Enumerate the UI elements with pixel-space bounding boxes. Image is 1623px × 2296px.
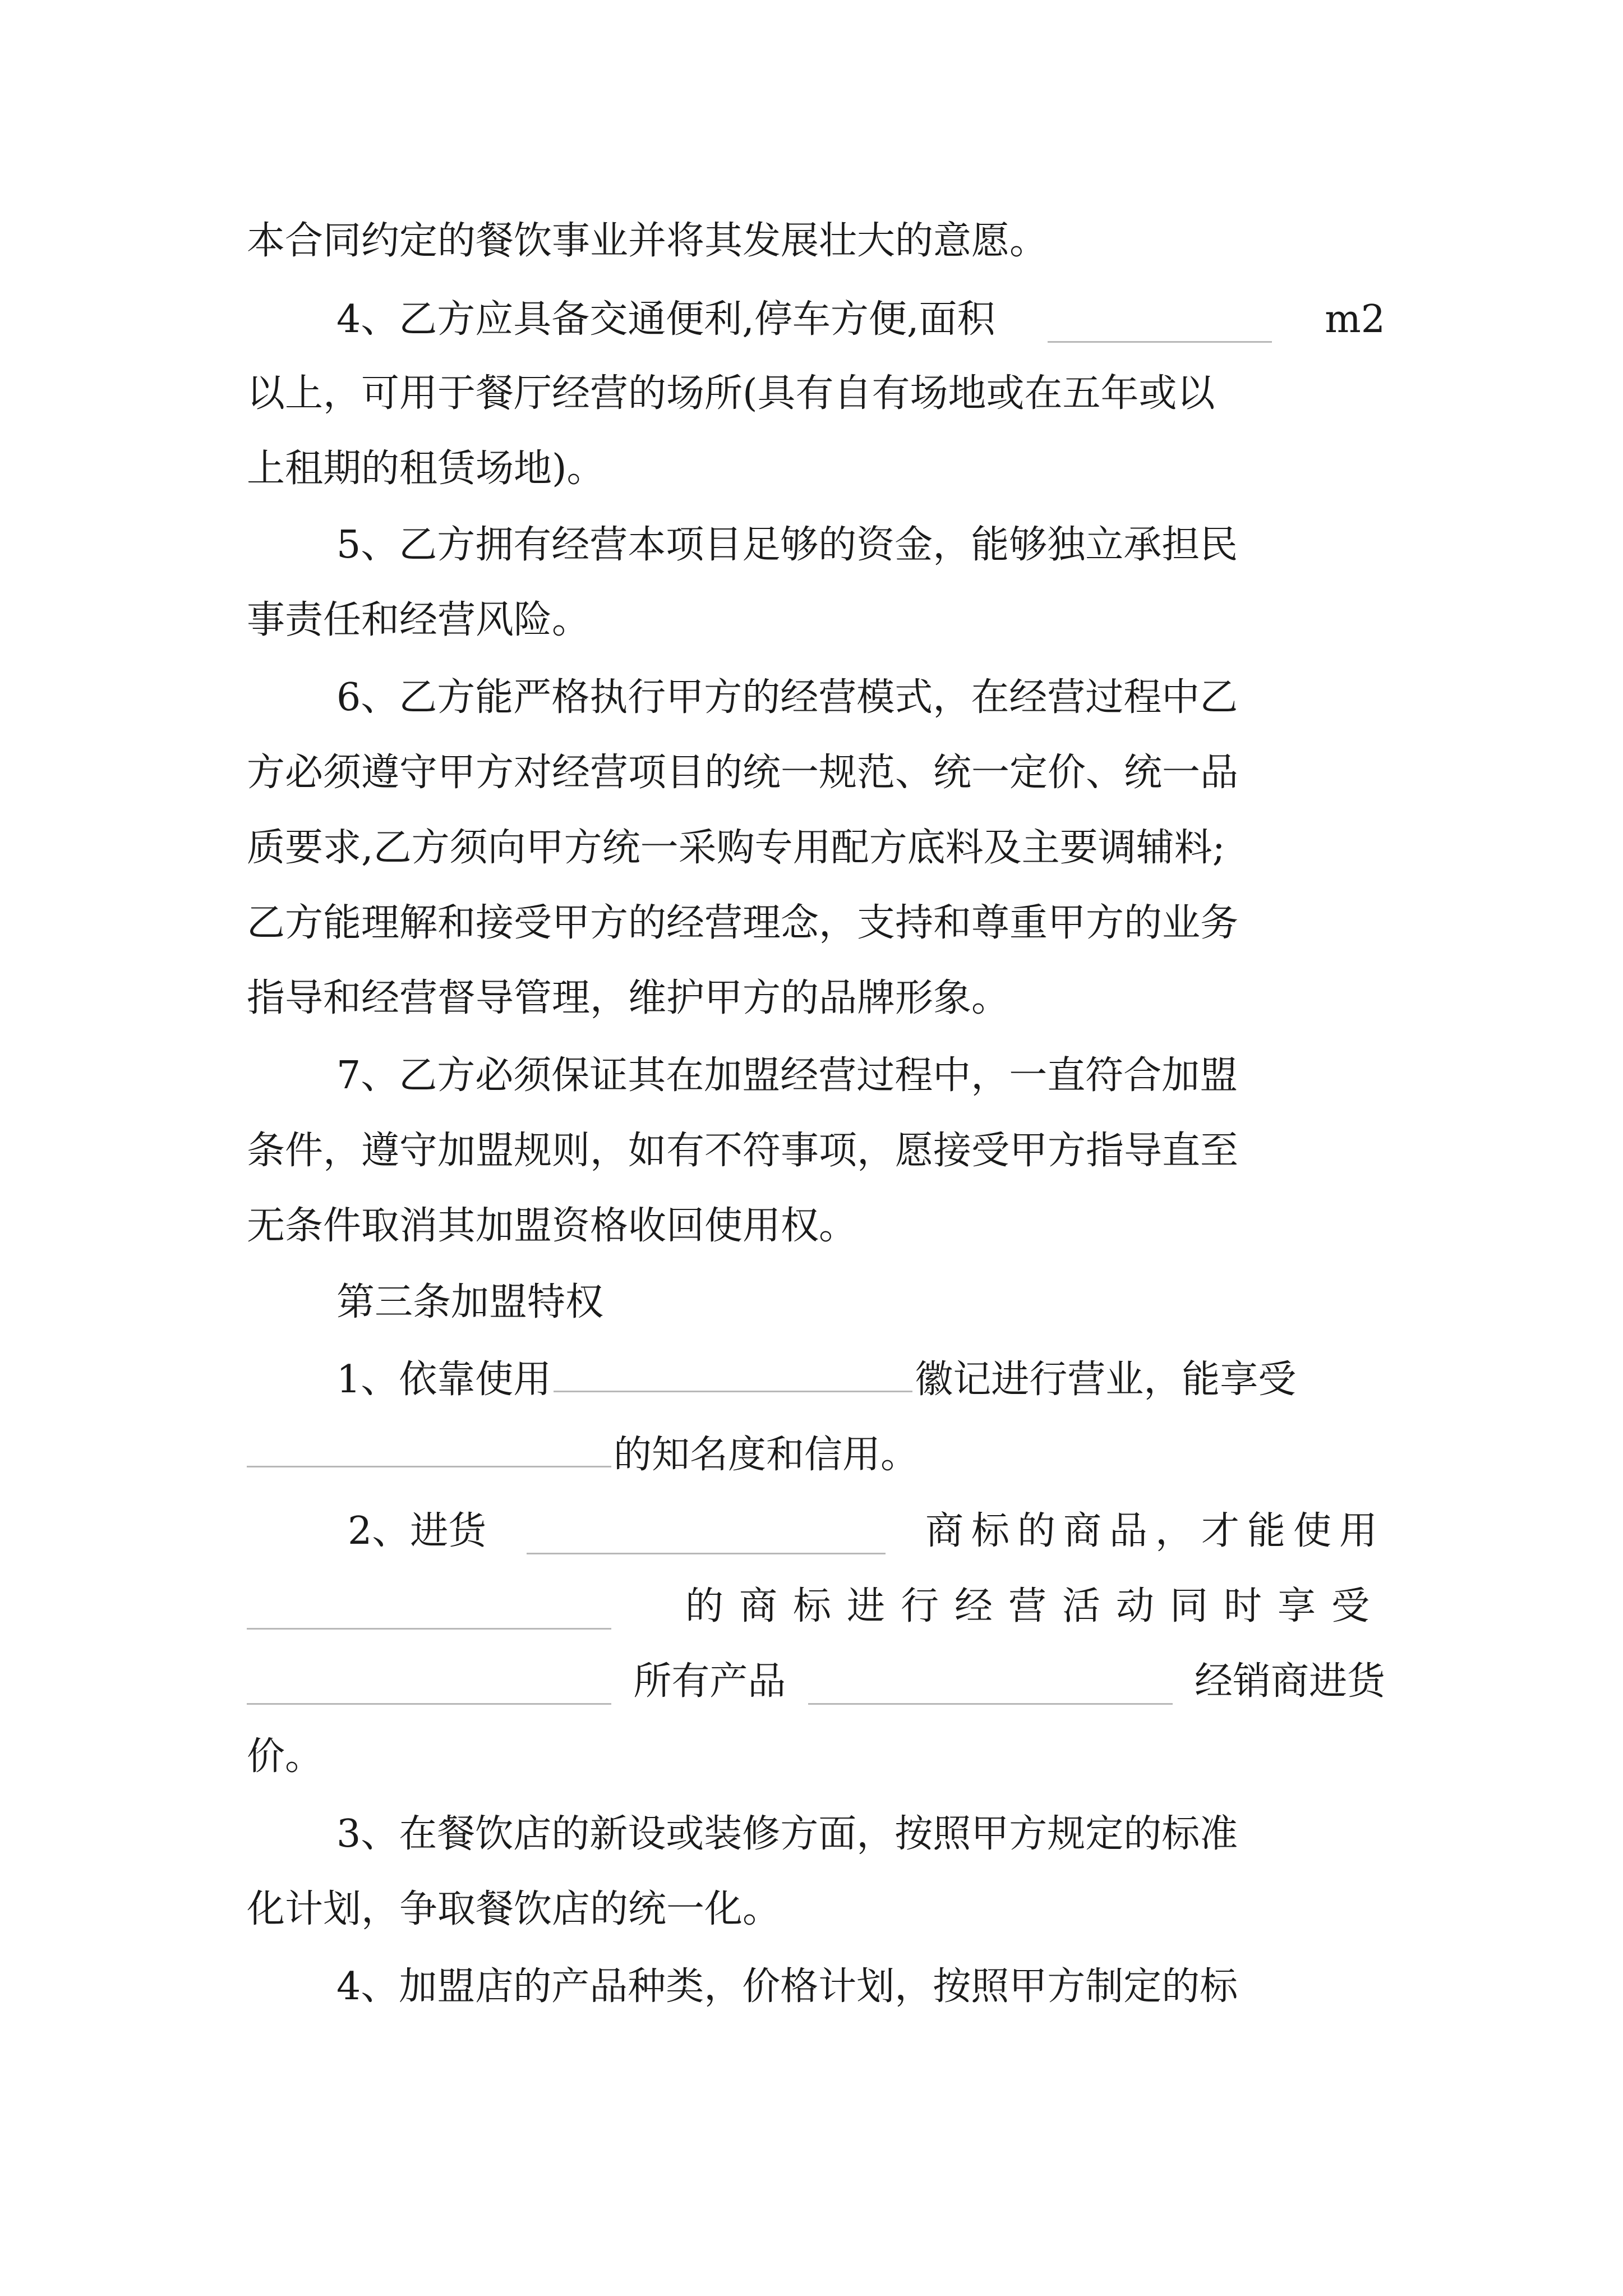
unit-label: m2 xyxy=(1325,297,1385,342)
text-fragment: 的商标进行经营活动同时享受 xyxy=(685,1584,1385,1628)
text-line xyxy=(336,1346,1385,1414)
text-line: 价。 xyxy=(247,1734,324,1779)
fill-in-blank xyxy=(1048,297,1272,343)
fill-in-blank xyxy=(247,1584,611,1630)
text-line xyxy=(336,286,1385,353)
text-line xyxy=(247,1421,1385,1489)
text-line: 以上，可用于餐厅经营的场所(具有自有场地或在五年或以 xyxy=(247,371,1215,416)
text-line xyxy=(247,1648,1385,1715)
text-line: 3、在餐饮店的新设或装修方面，按照甲方规定的标准 xyxy=(336,1812,1238,1856)
text-line xyxy=(348,1498,1385,1565)
text-fragment: 商标的商品，才能使用 xyxy=(925,1509,1385,1553)
text-fragment: 2、进货 xyxy=(348,1509,487,1553)
text-line: 4、加盟店的产品种类，价格计划，按照甲方制定的标 xyxy=(336,1964,1238,2009)
text-line: 无条件取消其加盟资格收回使用权。 xyxy=(247,1204,857,1248)
text-line: 条件，遵守加盟规则，如有不符事项，愿接受甲方指导直至 xyxy=(247,1129,1239,1173)
text-line xyxy=(247,1573,1385,1640)
text-line: 6、乙方能严格执行甲方的经营模式，在经营过程中乙 xyxy=(336,675,1238,720)
text-line: 乙方能理解和接受甲方的经营理念，支持和尊重甲方的业务 xyxy=(247,901,1239,945)
text-fragment: 4、乙方应具备交通便利,停车方便,面积 xyxy=(336,297,995,342)
text-fragment: 徽记进行营业，能享受 xyxy=(915,1358,1297,1402)
text-fragment: 的知名度和信用。 xyxy=(614,1433,919,1477)
fill-in-blank xyxy=(808,1659,1173,1705)
text-line: 指导和经营督导管理，维护甲方的品牌形象。 xyxy=(247,976,1010,1020)
text-line: 本合同约定的餐饮事业并将其发展壮大的意愿。 xyxy=(247,219,1048,263)
text-fragment: 所有产品 xyxy=(633,1659,786,1704)
text-line: 5、乙方拥有经营本项目足够的资金，能够独立承担民 xyxy=(336,523,1238,567)
text-line: 化计划，争取餐饮店的统一化。 xyxy=(247,1887,781,1931)
section-heading: 第三条加盟特权 xyxy=(336,1280,604,1324)
text-line: 事责任和经营风险。 xyxy=(247,598,591,642)
fill-in-blank xyxy=(247,1659,611,1705)
text-line: 7、乙方必须保证其在加盟经营过程中，一直符合加盟 xyxy=(336,1053,1238,1098)
text-fragment: 1、依靠使用 xyxy=(336,1358,552,1402)
text-line: 质要求,乙方须向甲方统一采购专用配方底料及主要调辅料; xyxy=(247,826,1225,870)
text-line: 方必须遵守甲方对经营项目的统一规范、统一定价、统一品 xyxy=(247,751,1239,795)
fill-in-blank xyxy=(247,1422,611,1467)
text-line: 上租期的租赁场地)。 xyxy=(247,447,605,491)
fill-in-blank xyxy=(554,1347,912,1392)
text-fragment: 经销商进货 xyxy=(1194,1659,1385,1704)
fill-in-blank xyxy=(527,1509,886,1554)
